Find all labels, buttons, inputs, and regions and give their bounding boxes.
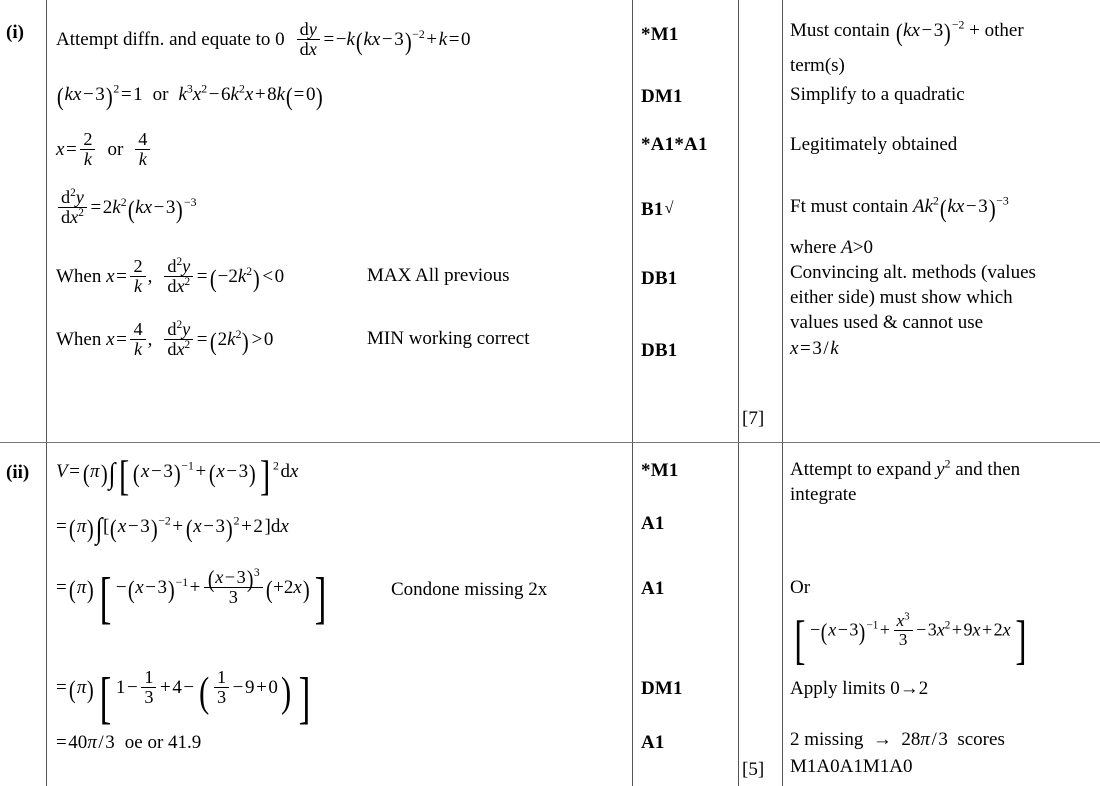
check-icon: √ (664, 200, 674, 218)
comment-i-terms: term(s) (790, 55, 845, 76)
working-line-i-3: x = $\frac{2}{k}$ or $\frac{4}{k}$ (56, 130, 152, 168)
working-line-i-1-text: Attempt diffn. and equate to 0 (56, 29, 285, 51)
comment-ii-or: Or (790, 577, 811, 598)
column-divider-marks (632, 0, 633, 786)
working-line-i-5: When x = $\frac{2}{k}$ , $\frac{d^2y}{dx^2}$ = $(-2k^2)$ < 0 (56, 255, 285, 296)
mark-i-4 (641, 199, 674, 221)
mark-i-4-label: B1 (641, 199, 664, 220)
comment-i-x3k: x = 3 / k (790, 338, 839, 359)
when-word-1: When (56, 266, 102, 288)
column-divider-total (738, 0, 739, 786)
comment-ii-two-missing-text: 2 missing (790, 729, 864, 750)
inline-note-condone: Condone missing 2x (391, 579, 548, 600)
comment-ii-apply-limits: Apply limits 0→2 (790, 678, 929, 699)
working-line-i-4: $\frac{d^2y}{dx^2}$ = $2k^2(kx$ − 3)$^{-3}$ (56, 188, 196, 226)
comment-i-1: Must contain (kx − 3)$^{-2}$ + other (790, 17, 1024, 47)
comment-i-conv-2: either side) must show which (790, 287, 1013, 308)
comment-ii-attempt-tail: and then (955, 459, 1021, 480)
working-line-ii-3: = (π)[ −(x − 3)$^{-1}$ + $\frac{(x - 3)^3}{3}$ (+2x)] (56, 566, 327, 631)
column-divider-part (46, 0, 47, 786)
mark-ii-2: A1 (641, 513, 665, 534)
mark-i-6: DB1 (641, 340, 678, 361)
working-line-ii-5: = 40π / 3 oe or 41.9 (56, 732, 202, 753)
mark-ii-1: *M1 (641, 460, 679, 481)
comment-ii-bracket-expr: [ −(x − 3)$^{-1}$ + $\frac{x^3}{3}$ − $3x^2$ + 9x + 2x] (794, 610, 1027, 671)
working-line-ii-5-tail: oe or 41.9 (124, 732, 202, 753)
comment-ii-m1a0: M1A0A1M1A0 (790, 756, 913, 777)
mark-ii-3: A1 (641, 578, 665, 599)
comment-ii-attempt-text: Attempt to expand (790, 459, 932, 480)
comment-i-conv-3: values used & cannot use (790, 312, 984, 333)
or-word-2: or (107, 139, 124, 161)
mark-i-3: *A1*A1 (641, 134, 708, 155)
inline-note-max: MAX All previous (367, 265, 510, 286)
when-word-2: When (56, 329, 102, 351)
comment-ii-attempt: Attempt to expand $y^2$ and then (790, 457, 1021, 480)
working-line-i-6: When x = $\frac{4}{k}$ , $\frac{d^2y}{dx^2}$ = $(2k^2)$ > 0 (56, 318, 274, 359)
working-line-ii-2: = (π)∫[(x − 3)$^{-2}$ + (x − 3)$^2$ + 2 ]dx (56, 513, 289, 546)
working-line-i-1: Attempt diffn. and equate to 0 $\frac{dy}{dx}$ = −k(kx − 3)$^{-2}$ + k = 0 (56, 19, 471, 59)
comment-i-legit: Legitimately obtained (790, 134, 958, 155)
comment-ii-integrate: integrate (790, 484, 857, 505)
inline-note-min: MIN working correct (367, 328, 530, 349)
comment-ii-scores: scores (957, 729, 1005, 750)
comment-i-ft-text: Ft must contain (790, 196, 909, 217)
mark-ii-4: DM1 (641, 678, 683, 699)
comment-i-1-tail: + other (969, 20, 1024, 41)
comment-i-where-a: where A>0 (790, 237, 873, 258)
total-marks-ii: [5] (742, 759, 765, 780)
working-line-i-2: (kx − 3)$^2$ = 1 or $k^3x^2$ − $6k^2x$ + 8k(= 0) (56, 81, 324, 111)
or-word-1: or (152, 84, 169, 105)
comment-i-ft: Ft must contain $Ak^2(kx$ − 3)$^{-3}$ (790, 193, 1009, 223)
total-marks-i: [7] (742, 408, 765, 429)
column-divider-comments (782, 0, 783, 786)
comment-i-1-text: Must contain (790, 20, 890, 41)
part-label-ii: (ii) (6, 462, 30, 483)
working-line-ii-4: = (π)[ 1 − $\frac{1}{3}$ + 4 − ( $\frac{1}{3}$ − 9 + 0) ] (56, 667, 311, 731)
comment-i-conv-1: Convincing alt. methods (values (790, 262, 1036, 283)
comment-ii-two-missing: 2 missing → 28π / 3 scores (790, 729, 1005, 750)
mark-ii-5: A1 (641, 732, 665, 753)
comment-i-simplify: Simplify to a quadratic (790, 84, 965, 105)
comment-i-where-text: where (790, 237, 837, 258)
mark-i-5: DB1 (641, 268, 678, 289)
mark-i-2: DM1 (641, 86, 683, 107)
mark-i-1: *M1 (641, 24, 679, 45)
row-divider-i-ii (0, 442, 1100, 443)
part-label-i: (i) (6, 22, 24, 43)
comment-i-agt0: >0 (852, 237, 873, 258)
working-line-ii-1: V = (π)∫[ (x − 3)$^{-1}$ + (x − 3)] $^2$ dx (56, 452, 299, 500)
